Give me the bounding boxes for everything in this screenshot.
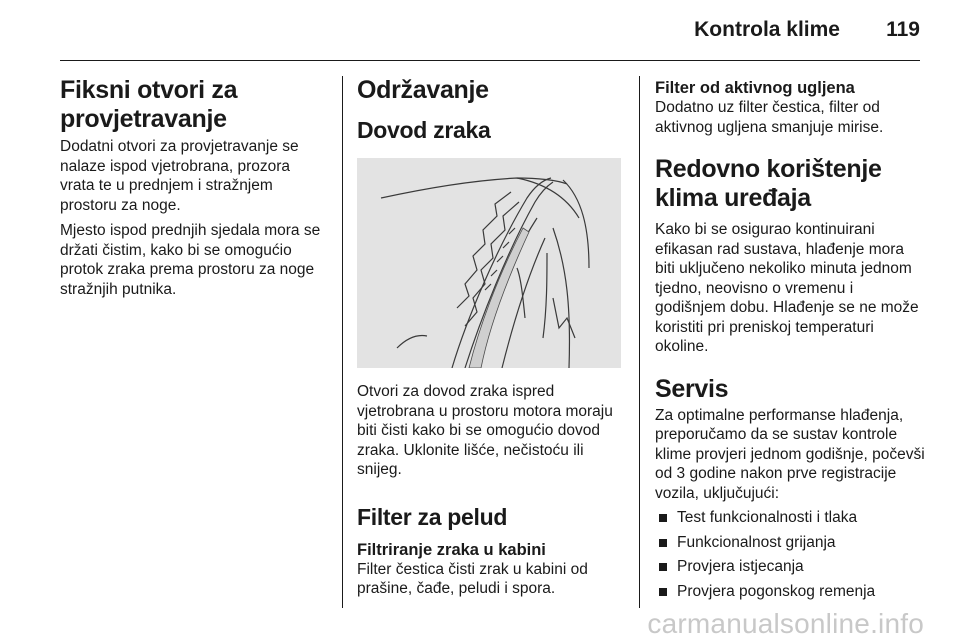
heading-service: Servis <box>655 374 729 403</box>
bullet-icon <box>659 588 667 596</box>
paragraph: Otvori za dovod zraka ispred vjetrobrana u prostoru motora moraju biti čisti kako bi se omogućio dovod zraka. Uklonite lišće, nečistoću ili snijeg. <box>357 383 613 478</box>
windshield-drawing <box>357 158 621 368</box>
column-divider <box>639 76 640 608</box>
heading-maintenance: Održavanje <box>357 76 489 104</box>
subheading-air-intake: Dovod zraka <box>357 117 491 143</box>
heading-regular-ac-use: Redovno korištenje klima uređaja <box>655 155 882 212</box>
subsubheading-cabin-filtration: Filtriranje zraka u kabini <box>357 540 546 559</box>
subheading-pollen-filter: Filter za pelud <box>357 503 508 530</box>
heading-fixed-vents: Fiksni otvori za provjetravanje <box>60 76 238 133</box>
paragraph: Dodatni otvori za provjetravanje se nalaze ispod vjetrobrana, prozora vrata te u prednjem i stražnjem prostoru za noge. <box>60 138 299 214</box>
list-item: Funkcionalnost grijanja <box>655 533 925 553</box>
watermark: carmanualsonline.info <box>647 608 924 639</box>
paragraph: Dodatno uz filter čestica, filter od aktivnog ugljena smanjuje mirise. <box>655 99 884 136</box>
air-intake-illustration <box>357 158 621 368</box>
list-item: Test funkcionalnosti i tlaka <box>655 508 925 528</box>
column-1 <box>60 76 326 606</box>
paragraph: Filter čestica čisti zrak u kabini od prašine, čađe, peludi i spora. <box>357 560 588 597</box>
paragraph: Mjesto ispod prednjih sjedala mora se držati čistim, kako bi se omogućio protok zraka prema prostoru za noge stražnjih putnika. <box>60 222 321 298</box>
page-header <box>60 0 920 61</box>
list-item: Provjera istjecanja <box>655 557 925 577</box>
section-title: Kontrola klime <box>694 18 840 41</box>
paragraph: Kako bi se osigurao kontinuirani efikasan rad sustava, hlađenje mora biti uključeno nekoliko minuta jednom tjedno, neovisno o vremenu i godišnjem dobu. Hlađenje se ne može koristiti pri preniskoj temperaturi okoline. <box>655 221 919 355</box>
bullet-icon <box>659 539 667 547</box>
page-number: 119 <box>886 18 920 41</box>
bullet-icon <box>659 514 667 522</box>
column-3 <box>655 76 925 606</box>
list-item: Provjera pogonskog remenja <box>655 582 925 602</box>
column-divider <box>342 76 343 608</box>
subsubheading-carbon-filter: Filter od aktivnog ugljena <box>655 79 855 97</box>
paragraph: Za optimalne performanse hlađenja, preporučamo da se sustav kontrole klime provjeri jednom godišnje, počevši od 3 godine nakon prve registracije vozila, uključujući: <box>655 406 925 502</box>
column-2 <box>357 76 625 606</box>
service-checklist <box>655 508 925 601</box>
bullet-icon <box>659 563 667 571</box>
